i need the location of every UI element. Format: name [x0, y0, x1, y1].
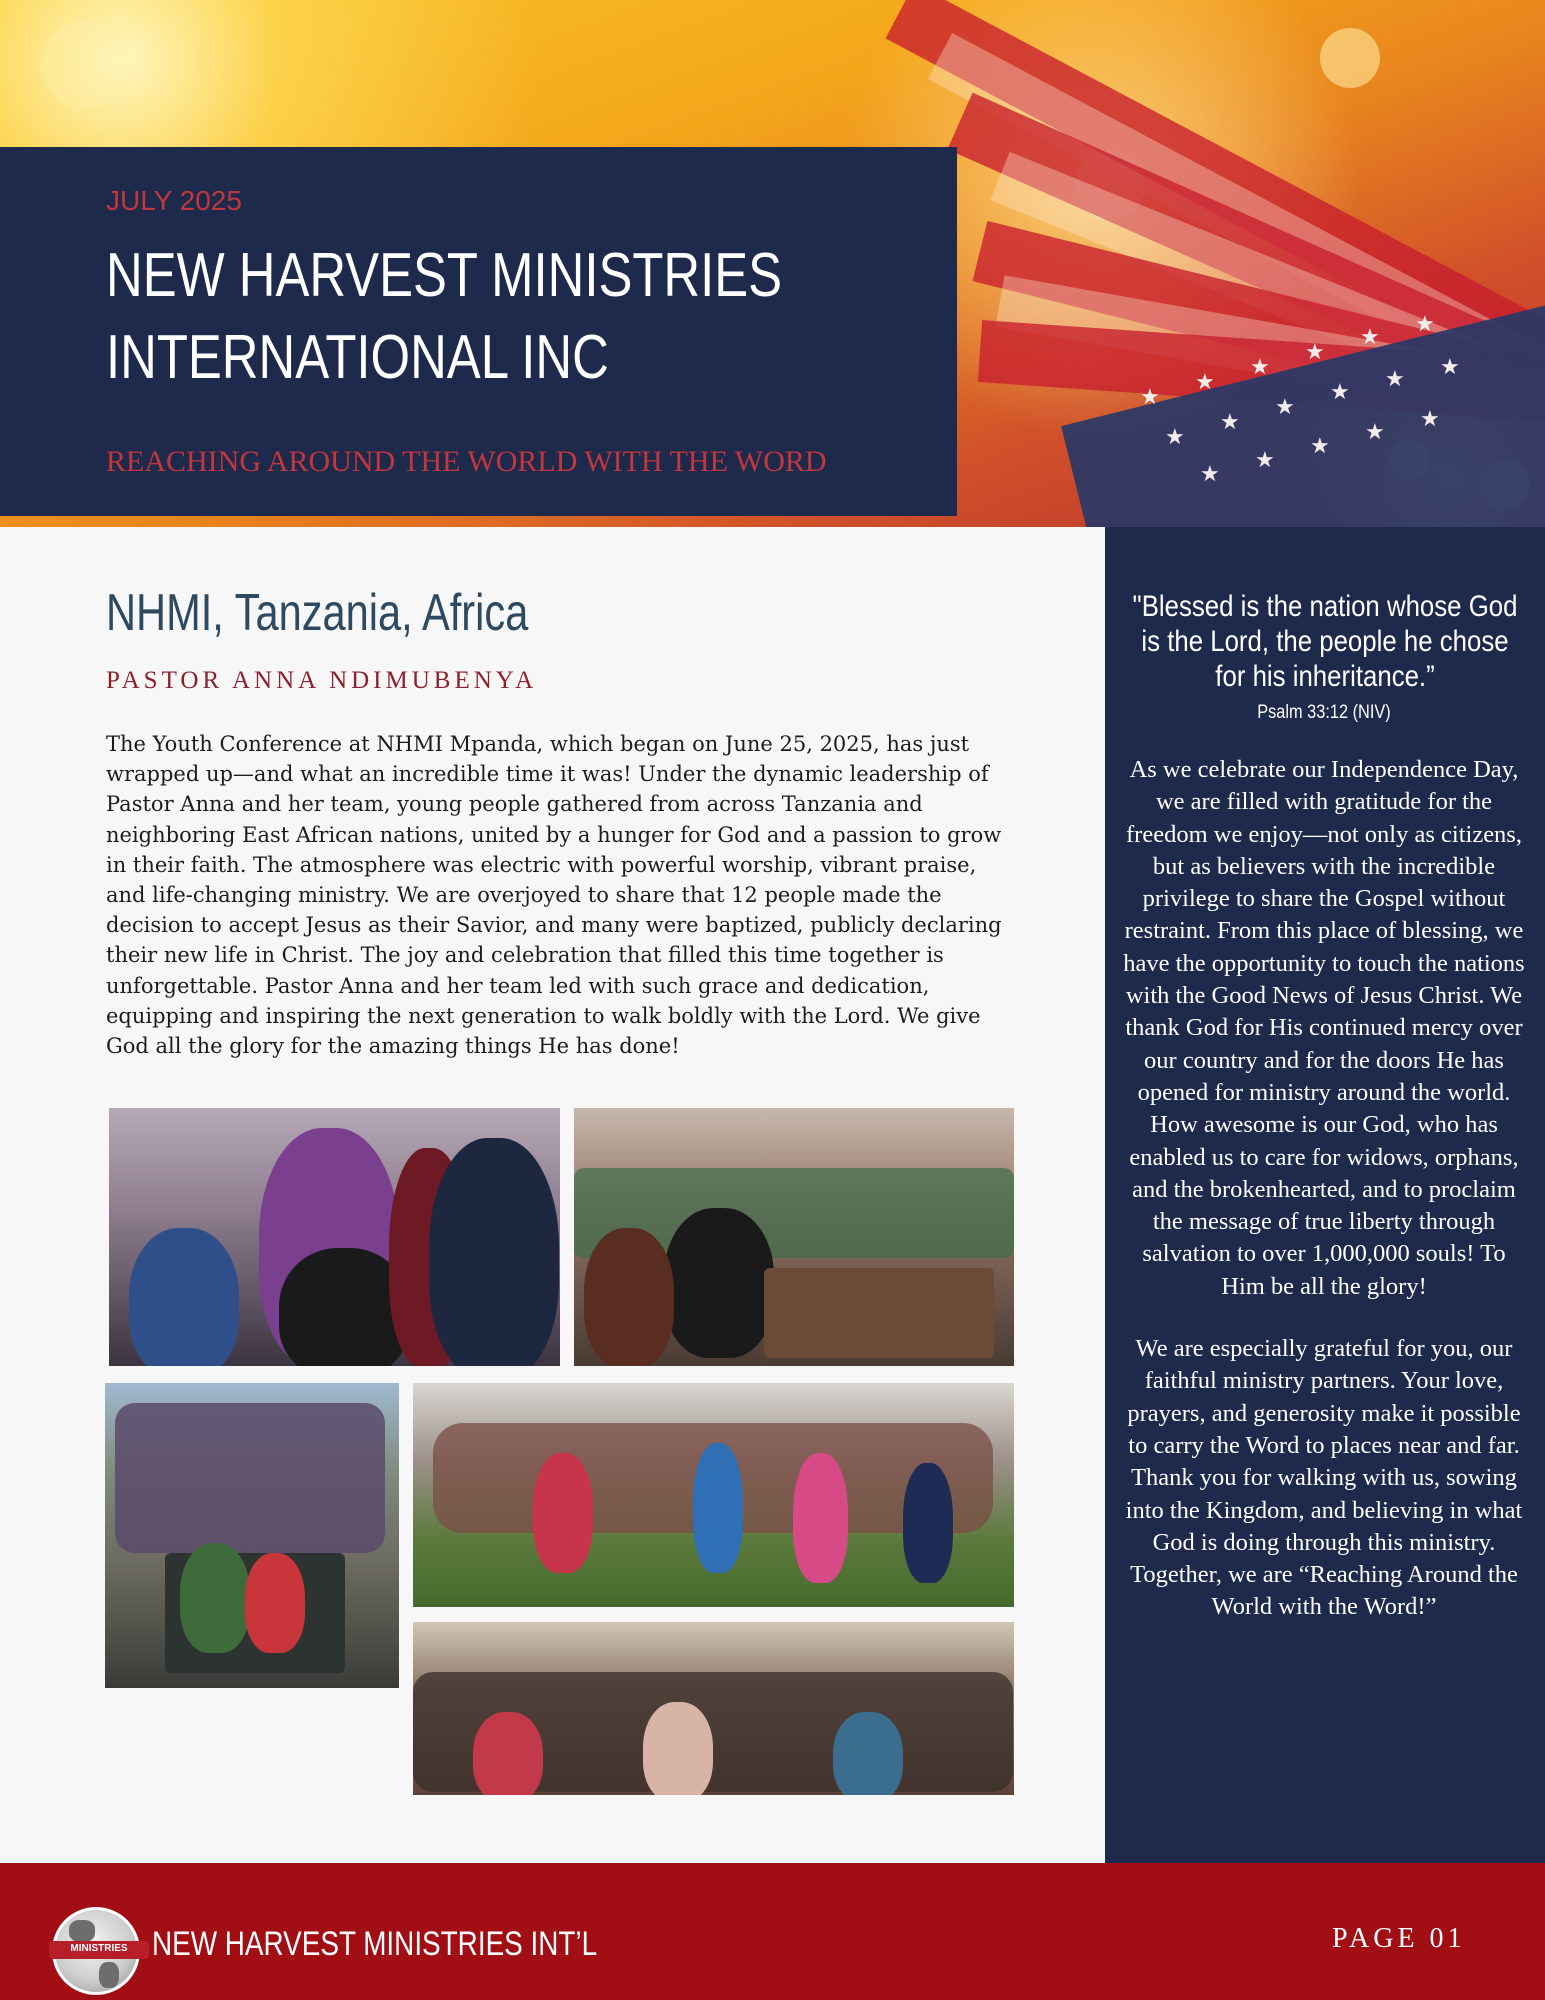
star-icon: ★: [1305, 340, 1325, 365]
photo-figure: [245, 1553, 305, 1653]
star-icon: ★: [1140, 385, 1160, 410]
sidebar-paragraph-1: As we celebrate our Independence Day, we are filled with gratitude for the freedom we enjoy—not only as citizens, but as believers with the incredible privilege to share the Gospel without restraint. From this place of blessing, we have the opportunity to touch the nations with the Good News of Jesus Christ. We thank God for His continued mercy over our country and for the doors He has opened for ministry around the world. How awesome is our God, who has enabled us to care for widows, orphans, and the brokenhearted, and to proclaim the message of true liberty through salvation to over 1,000,000 souls! To Him be all the glory!: [1123, 756, 1525, 1300]
hero-banner: [0, 0, 1545, 527]
article-body: The Youth Conference at NHMI Mpanda, which began on June 25, 2025, has just wrapped up—and what an incredible time it was! Under the dynamic leadership of Pastor Anna and her team, young people gathered from across Tanzania and neighboring East African nations, united by a hunger for God and a passion to grow in their faith. The atmosphere was electric with powerful worship, vibrant praise, and life-changing ministry. We are overjoyed to share that 12 people made the decision to accept Jesus as their Savior, and many were baptized, publicly declaring their new life in Christ. The joy and celebration that filled this time together is unforgettable. Pastor Anna and her team led with such grace and dedication, equipping and inspiring the next generation to walk boldly with the Lord. We give God all the glory for the amazing things He has done!: [106, 732, 1002, 1059]
photo-figure: [833, 1712, 903, 1795]
ministry-logo: [52, 1907, 140, 1995]
star-icon: ★: [1360, 325, 1380, 350]
bokeh-light: [40, 20, 130, 110]
photo-figure: [115, 1403, 385, 1553]
section-heading: NHMI, Tanzania, Africa: [106, 584, 529, 642]
star-icon: ★: [1250, 355, 1270, 380]
photo-figure: [584, 1228, 674, 1366]
star-icon: ★: [1415, 312, 1435, 337]
photo-figure: [129, 1228, 239, 1366]
tagline: REACHING AROUND THE WORLD WITH THE WORD: [106, 445, 827, 478]
title-box: [0, 147, 957, 516]
photo-praise: [413, 1383, 1014, 1607]
logo-text: MINISTRIES: [70, 1943, 128, 1954]
photo-figure: [903, 1463, 953, 1583]
star-icon: ★: [1420, 407, 1440, 432]
footer-ministry-name: NEW HARVEST MINISTRIES INT’L: [152, 1925, 598, 1963]
photo-figure: [764, 1268, 994, 1358]
star-icon: ★: [1330, 380, 1350, 405]
star-icon: ★: [1220, 410, 1240, 435]
star-icon: ★: [1385, 367, 1405, 392]
photo-figure: [643, 1702, 713, 1795]
title-line-1: NEW HARVEST MINISTRIES: [106, 241, 783, 310]
star-icon: ★: [1275, 395, 1295, 420]
star-icon: ★: [1440, 355, 1460, 380]
star-icon: ★: [1310, 434, 1330, 459]
photo-crowd: [413, 1622, 1014, 1795]
title-line-2: INTERNATIONAL INC: [106, 323, 609, 392]
page-number: PAGE 01: [1332, 1923, 1466, 1954]
globe-land: [99, 1962, 119, 1988]
photo-figure: [473, 1712, 543, 1795]
scripture-quote: "Blessed is the nation whose God is the Lord, the people he chose for his inheritance.”: [1132, 590, 1518, 693]
photo-figure: [693, 1443, 743, 1573]
photo-prayer: [109, 1108, 560, 1366]
globe-icon: [69, 1920, 95, 1942]
photo-baptism: [105, 1383, 399, 1688]
footer: [0, 1863, 1545, 2000]
star-icon: ★: [1365, 420, 1385, 445]
sidebar-paragraph-2: We are especially grateful for you, our faithful ministry partners. Your love, prayers, and generosity make it possible to carry the Word to places near and far. Thank you for walking with us, sowing into the Kingdom, and believing in what God is doing through this ministry. Together, we are “Reaching Around the World with the Word!”: [1125, 1335, 1523, 1621]
photo-figure: [793, 1453, 848, 1583]
photo-figure: [429, 1138, 559, 1366]
photo-figure: [180, 1543, 250, 1653]
issue-date: JULY 2025: [106, 185, 242, 216]
star-icon: ★: [1195, 370, 1215, 395]
photo-figure: [664, 1208, 774, 1358]
bokeh-light: [1320, 28, 1380, 88]
scripture-reference: Psalm 33:12 (NIV): [1257, 702, 1391, 723]
photo-congregation: [574, 1108, 1014, 1366]
main-content: [0, 527, 1105, 1863]
photo-figure: [533, 1453, 593, 1573]
star-icon: ★: [1200, 462, 1220, 487]
sidebar: [1105, 527, 1545, 1863]
star-icon: ★: [1165, 425, 1185, 450]
star-icon: ★: [1255, 448, 1275, 473]
section-author: PASTOR ANNA NDIMUBENYA: [106, 667, 538, 694]
newsletter-title: [106, 235, 828, 399]
